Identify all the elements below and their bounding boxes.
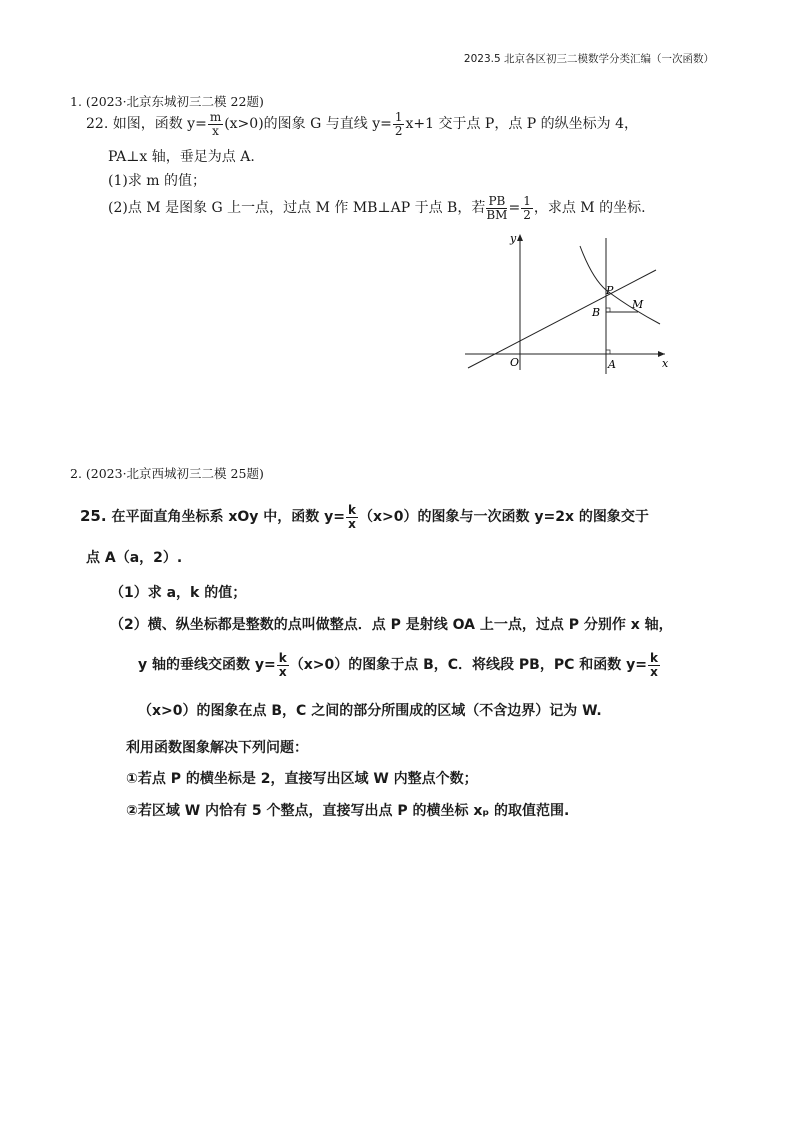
p1-frac-half <box>393 111 405 137</box>
frac-den: BM <box>486 207 508 222</box>
problem1-line1 <box>86 111 638 137</box>
label-o: O <box>510 356 520 369</box>
frac-num: k <box>278 651 287 665</box>
p2-line5-mid: （x>0）的图象于点 B，C．将线段 PB，PC 和函数 y= <box>289 657 647 674</box>
p1-line1-mid: (x>0)的图象 G 与直线 y= <box>224 116 392 133</box>
problem2-source: 2. (2023·北京西城初三二模 25题) <box>70 466 264 481</box>
p1-line4-eq: = <box>508 200 521 217</box>
p2-frac-k-x-3 <box>648 652 660 678</box>
problem2-line8: ①若点 P 的横坐标是 2，直接写出区域 W 内整点个数； <box>126 771 478 787</box>
right-angle-mark-b <box>606 308 610 312</box>
frac-den: 2 <box>523 207 531 222</box>
p2-line5-pre: y 轴的垂线交函数 y= <box>138 657 276 674</box>
p1-frac-m-x <box>208 111 223 137</box>
p2-frac-k-x <box>346 504 358 530</box>
p1-frac-half-2 <box>521 195 533 221</box>
label-m: M <box>632 298 644 311</box>
frac-num: 1 <box>394 110 403 124</box>
p2-number: 25. <box>80 507 107 526</box>
p2-frac-k-x-2 <box>277 652 289 678</box>
p2-line1-pre: 在平面直角坐标系 xOy 中，函数 y= <box>111 509 345 526</box>
frac-den: x <box>348 516 356 531</box>
label-p: P <box>606 284 614 297</box>
frac-den: 2 <box>394 123 403 138</box>
frac-num: k <box>649 651 658 665</box>
y-axis-arrow-icon <box>517 234 523 241</box>
label-y: y <box>510 232 517 245</box>
frac-num: k <box>348 503 356 517</box>
problem1-figure <box>460 228 675 378</box>
p1-line4-pre: (2)点 M 是图象 G 上一点，过点 M 作 MB⊥AP 于点 B，若 <box>108 200 486 217</box>
label-b: B <box>592 306 601 319</box>
right-angle-mark-a <box>606 350 610 354</box>
problem2-line2: 点 A（a，2）. <box>86 550 183 566</box>
frac-den: x <box>278 664 287 679</box>
label-a: A <box>608 358 616 371</box>
frac-den: x <box>650 664 658 679</box>
page-header: 2023.5 北京各区初三二模数学分类汇编（一次函数） <box>463 53 714 65</box>
frac-num: PB <box>486 195 507 209</box>
problem2-line5 <box>138 652 661 678</box>
p2-line1-post: （x>0）的图象与一次函数 y=2x 的图象交于 <box>358 509 649 526</box>
problem1-source: 1. (2023·北京东城初三二模 22题) <box>70 94 264 109</box>
problem2-line4: （2）横、纵坐标都是整数的点叫做整点．点 P 是射线 OA 上一点，过点 P 分别作 x 轴， <box>110 617 673 633</box>
problem1-line3: (1)求 m 的值； <box>108 173 207 189</box>
problem2-line6: （x>0）的图象在点 B，C 之间的部分所围成的区域（不含边界）记为 W. <box>138 703 602 719</box>
problem2-line9: ②若区域 W 内恰有 5 个整点，直接写出点 P 的横坐标 xₚ 的取值范围. <box>126 803 570 819</box>
p1-frac-pb-bm <box>486 195 507 221</box>
label-x: x <box>662 357 669 370</box>
p1-line1-post: x+1 交于点 P，点 P 的纵坐标为 4， <box>405 116 639 133</box>
problem2-line3: （1）求 a，k 的值； <box>110 585 247 601</box>
problem2-line7: 利用函数图象解决下列问题： <box>126 740 308 756</box>
p1-line1-pre: 22. 如图，函数 y= <box>86 116 207 133</box>
problem2-line1 <box>80 504 649 530</box>
problem1-line4 <box>108 195 646 221</box>
p1-line4-post: ，求点 M 的坐标. <box>533 200 646 217</box>
line-graph <box>468 270 656 368</box>
frac-num: 1 <box>523 194 531 208</box>
problem1-line2: PA⊥x 轴，垂足为点 A. <box>108 149 255 165</box>
frac-den: x <box>212 123 219 138</box>
frac-num: m <box>209 110 222 124</box>
